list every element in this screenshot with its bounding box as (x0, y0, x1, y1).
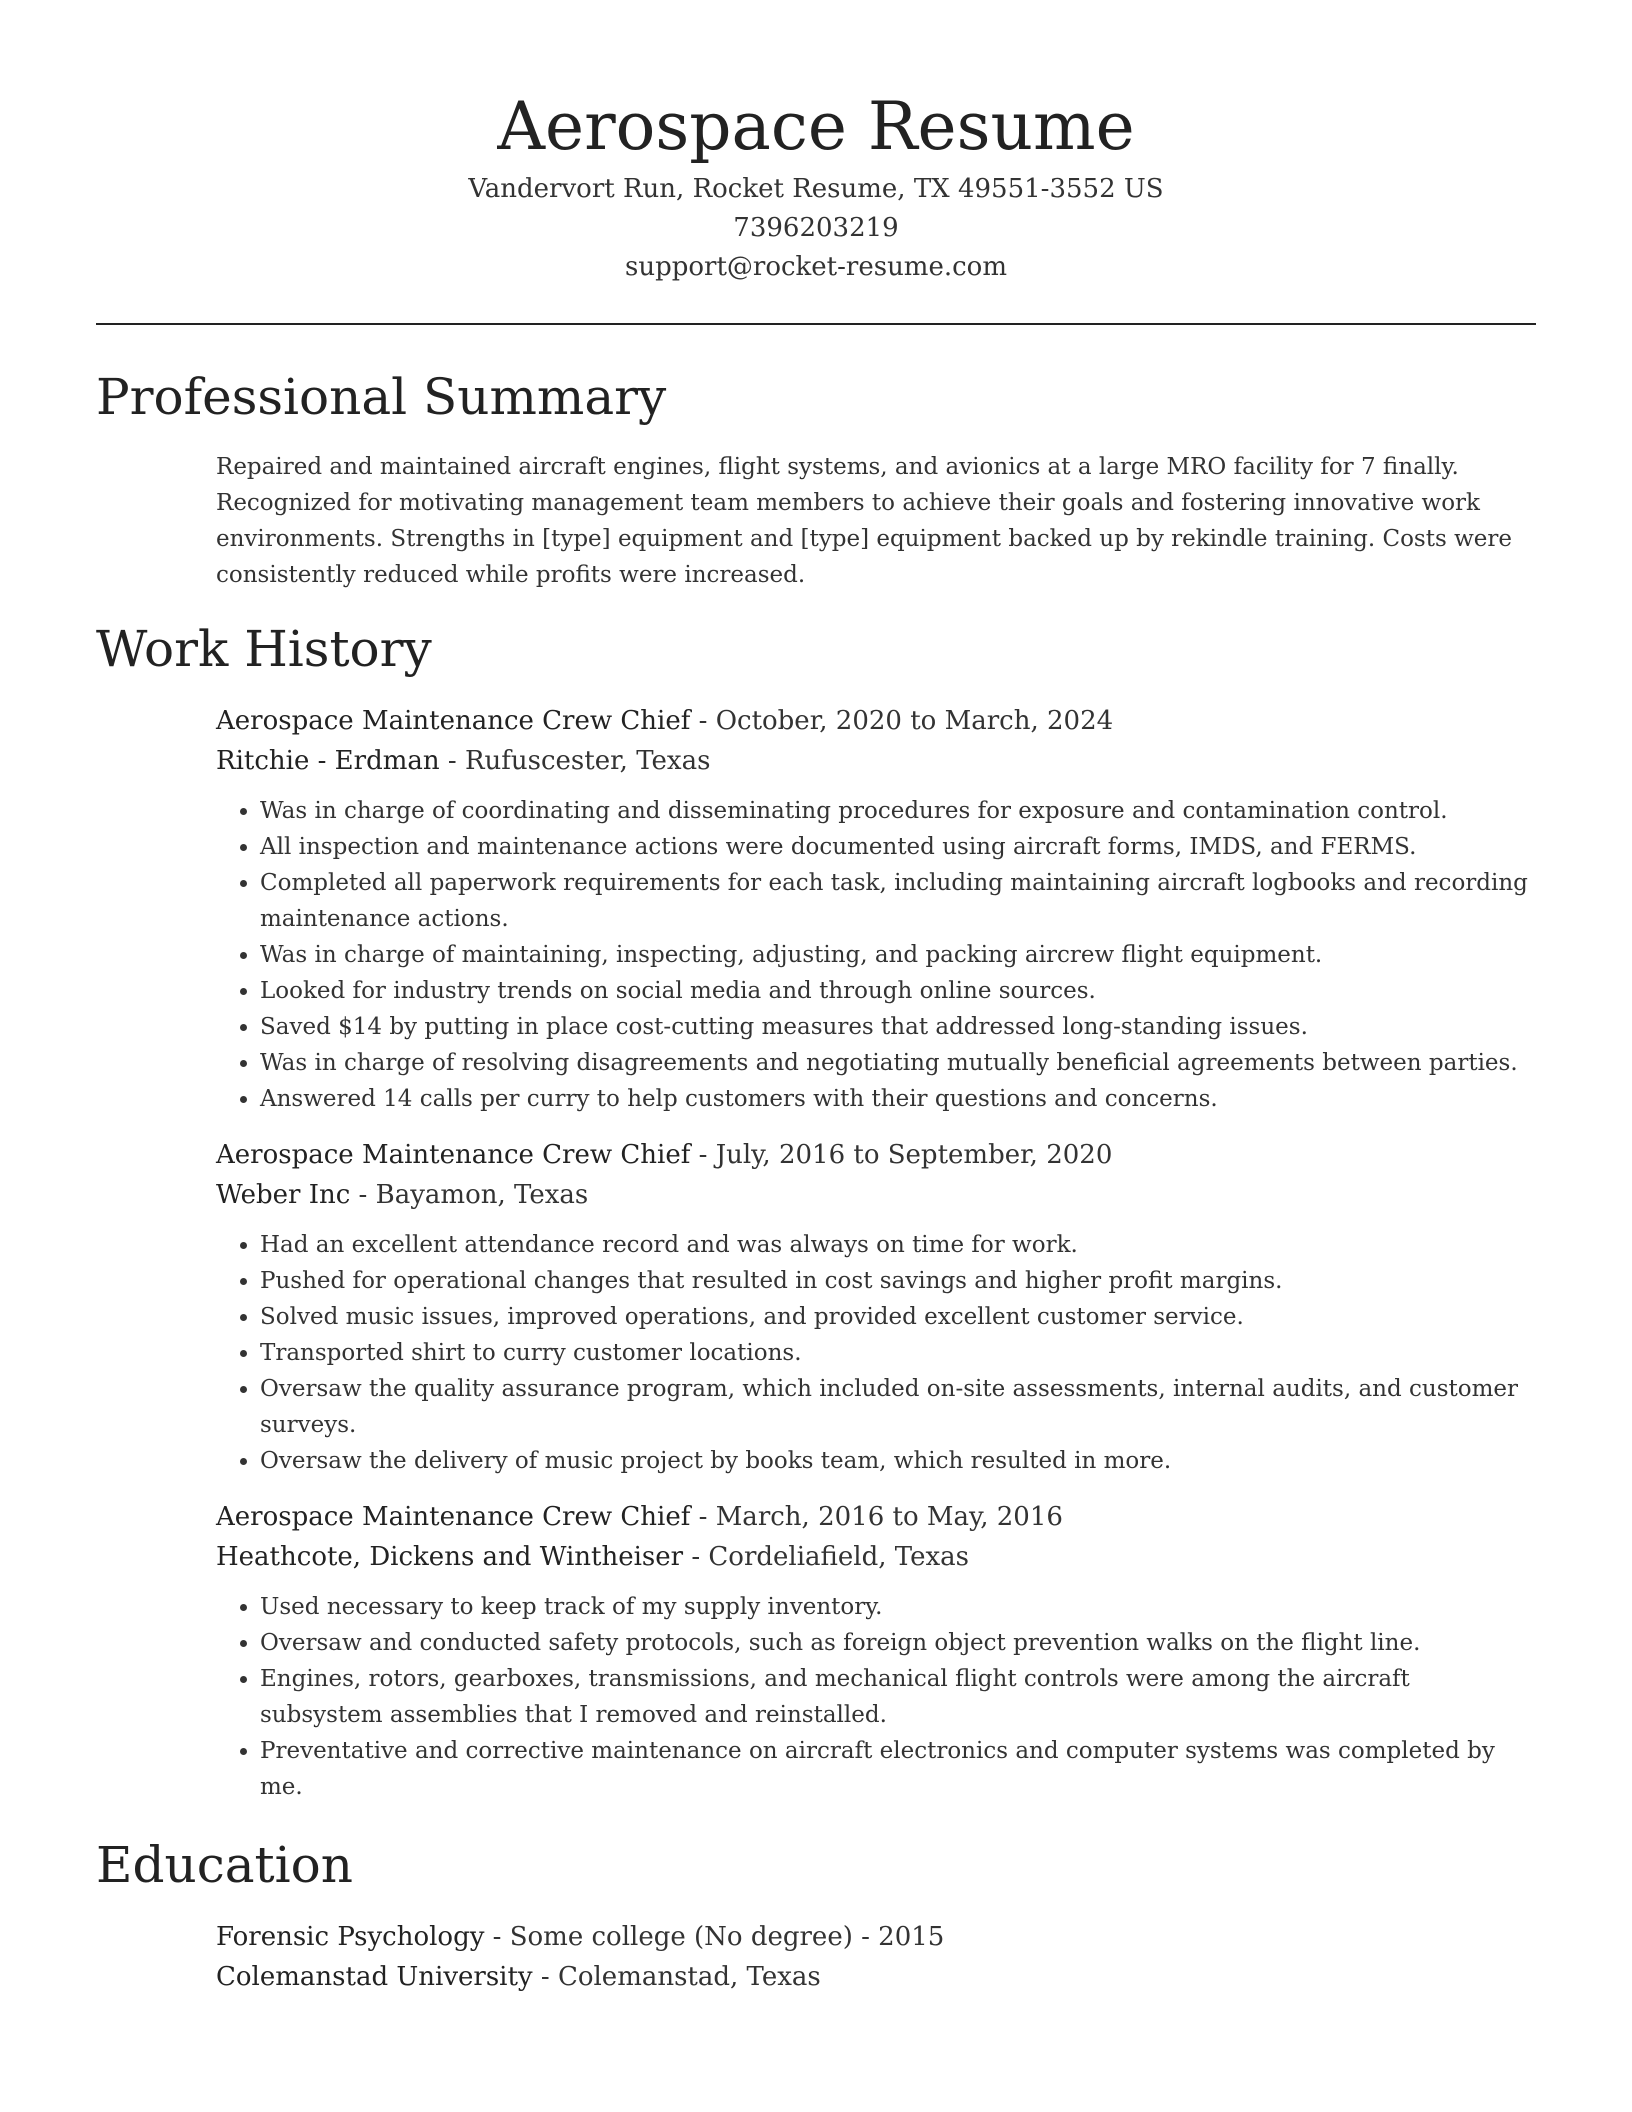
bullet-item: • Transported shirt to curry customer locations. (260, 1335, 1536, 1371)
job-entry (216, 701, 1536, 1117)
bullet-item: • Saved $14 by putting in place cost-cutting measures that addressed long-standing issues. (260, 1009, 1536, 1045)
education-location: - Colemanstad, Texas (532, 1962, 821, 1992)
job-location: - Rufuscester, Texas (439, 746, 711, 776)
job-bullets (216, 1589, 1536, 1805)
bullet-item: • Preventative and corrective maintenance on aircraft electronics and computer systems was completed by me. (260, 1733, 1536, 1805)
bullet-item: • Solved music issues, improved operations, and provided excellent customer service. (260, 1299, 1536, 1335)
bullet-item: • Engines, rotors, gearboxes, transmissions, and mechanical flight controls were among the aircraft subsystem assemblies that I removed and reinstalled. (260, 1661, 1536, 1733)
resume-page (96, 0, 1536, 1997)
education-field: Forensic Psychology (216, 1922, 485, 1952)
job-employer: Weber Inc (216, 1180, 351, 1210)
phone-number: 7396203219 (733, 213, 899, 243)
job-location: - Cordeliafield, Texas (683, 1542, 969, 1572)
job-employer: Ritchie - Erdman (216, 746, 440, 776)
job-dates: - March, 2016 to May, 2016 (690, 1502, 1063, 1532)
bullet-item: • Used necessary to keep track of my supply inventory. (260, 1589, 1536, 1625)
job-employer-line (216, 741, 1536, 781)
address: Vandervort Run, Rocket Resume, TX 49551-3552 US (468, 174, 1164, 204)
job-dates: - October, 2020 to March, 2024 (690, 706, 1114, 736)
job-bullets (216, 793, 1536, 1117)
job-title-line (216, 701, 1536, 741)
education-degree-line (216, 1917, 1536, 1957)
job-employer-line (216, 1537, 1536, 1577)
work-history-heading: Work History (96, 620, 432, 678)
job-position: Aerospace Maintenance Crew Chief (216, 706, 691, 736)
header-divider (96, 323, 1536, 325)
job-entry (216, 1135, 1536, 1479)
resume-title: Aerospace Resume (497, 88, 1135, 165)
bullet-item: • Had an excellent attendance record and was always on time for work. (260, 1227, 1536, 1263)
education-school: Colemanstad University (216, 1962, 533, 1992)
job-employer-line (216, 1175, 1536, 1215)
bullet-item: • Oversaw the quality assurance program, which included on-site assessments, internal audits, and customer surveys. (260, 1371, 1536, 1443)
summary-heading: Professional Summary (96, 368, 667, 426)
job-employer: Heathcote, Dickens and Wintheiser (216, 1542, 684, 1572)
job-title-line (216, 1497, 1536, 1537)
email-address: support@rocket-resume.com (624, 252, 1007, 282)
bullet-item: • Looked for industry trends on social media and through online sources. (260, 973, 1536, 1009)
bullet-item: • Oversaw and conducted safety protocols, such as foreign object prevention walks on the flight line. (260, 1625, 1536, 1661)
bullet-item: • Oversaw the delivery of music project by books team, which resulted in more. (260, 1443, 1536, 1479)
job-position: Aerospace Maintenance Crew Chief (216, 1140, 691, 1170)
job-position: Aerospace Maintenance Crew Chief (216, 1502, 691, 1532)
bullet-item: • Answered 14 calls per curry to help customers with their questions and concerns. (260, 1081, 1536, 1117)
bullet-item: • Was in charge of resolving disagreements and negotiating mutually beneficial agreements between parties. (260, 1045, 1536, 1081)
job-title-line (216, 1135, 1536, 1175)
job-location: - Bayamon, Texas (350, 1180, 589, 1210)
bullet-item: • All inspection and maintenance actions were documented using aircraft forms, IMDS, and FERMS. (260, 829, 1536, 865)
bullet-item: • Completed all paperwork requirements for each task, including maintaining aircraft logbooks and recording maintenance actions. (260, 865, 1536, 937)
bullet-item: • Was in charge of coordinating and disseminating procedures for exposure and contamination control. (260, 793, 1536, 829)
job-dates: - July, 2016 to September, 2020 (690, 1140, 1113, 1170)
job-entry (216, 1497, 1536, 1805)
summary-text: Repaired and maintained aircraft engines, flight systems, and avionics at a large MRO facility for 7 finally. Recognized for motivating management team members to achieve their goals and fostering innovative work environments. Strengths in [type] equipment and [type] equipment backed up by rekindle training. Costs were consistently reduced while profits were increased. (216, 454, 1512, 588)
job-bullets (216, 1227, 1536, 1479)
education-school-line (216, 1957, 1536, 1997)
education-heading: Education (96, 1836, 353, 1894)
bullet-item: • Pushed for operational changes that resulted in cost savings and higher profit margins. (260, 1263, 1536, 1299)
education-degree: - Some college (No degree) - 2015 (484, 1922, 945, 1952)
bullet-item: • Was in charge of maintaining, inspecting, adjusting, and packing aircrew flight equipment. (260, 937, 1536, 973)
education-entry (216, 1917, 1536, 1997)
resume-header (96, 0, 1536, 287)
